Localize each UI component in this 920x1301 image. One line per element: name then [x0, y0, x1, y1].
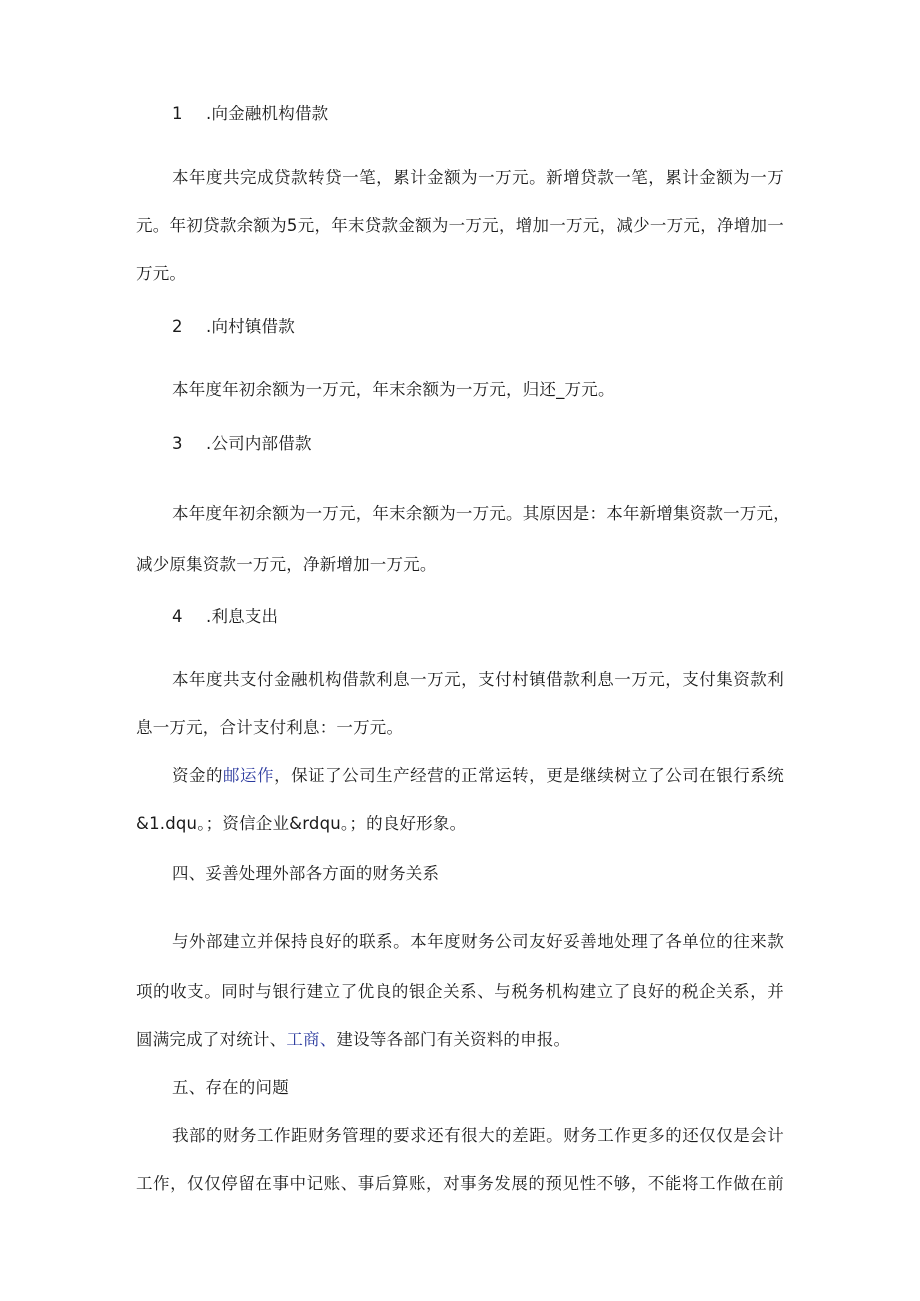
section-1-heading — [172, 103, 784, 125]
youyunzuo-link[interactable]: 邮运作 — [223, 766, 275, 785]
paragraph-4-line-2: 息一万元，合计支付利息：一万元。 — [136, 718, 404, 737]
section-1-title: .向金融机构借款 — [206, 104, 329, 123]
paragraph-6-line-2: 项的收支。同时与银行建立了优良的银企关系、与税务机构建立了良好的税企关系，并 — [136, 982, 784, 1001]
section-3-number: 3 — [172, 434, 183, 453]
heading-4-finance-relations: 四、妥善处理外部各方面的财务关系 — [172, 864, 440, 883]
paragraph-4-line-1: 本年度共支付金融机构借款利息一万元，支付村镇借款利息一万元，支付集资款利 — [172, 670, 784, 689]
paragraph-1-line-3: 万元。 — [136, 264, 187, 283]
gongshang-link[interactable]: 工商、 — [286, 1030, 337, 1049]
paragraph-5-text-a: 资金的 — [172, 766, 224, 785]
paragraph-1-line-2: 元。年初贷款余额为5元，年末贷款金额为一万元，增加一万元，减少一万元，净增加一 — [136, 216, 784, 235]
section-4-number: 4 — [172, 607, 183, 626]
paragraph-7-line-2: 工作，仅仅停留在事中记账、事后算账，对事务发展的预见性不够，不能将工作做在前 — [136, 1174, 784, 1193]
paragraph-7-line-1: 我部的财务工作距财务管理的要求还有很大的差距。财务工作更多的还仅仅是会计 — [172, 1126, 784, 1145]
paragraph-3-line-2: 减少原集资款一万元，净新增加一万元。 — [136, 555, 437, 574]
section-4-title: .利息支出 — [206, 607, 279, 626]
section-2-title: .向村镇借款 — [206, 317, 295, 336]
paragraph-5-line-1 — [172, 765, 784, 787]
paragraph-5-text-b: ，保证了公司生产经营的正常运转，更是继续树立了公司在银行系统 — [274, 766, 784, 785]
paragraph-6-text-b: 建设等各部门有关资料的申报。 — [336, 1030, 571, 1049]
section-1-number: 1 — [172, 104, 183, 123]
section-2-number: 2 — [172, 317, 183, 336]
section-4-heading — [172, 606, 784, 628]
paragraph-1-line-1: 本年度共完成贷款转贷一笔，累计金额为一万元。新增贷款一笔，累计金额为一万 — [172, 168, 784, 187]
paragraph-6-line-3 — [136, 1029, 784, 1051]
section-3-heading — [172, 433, 784, 455]
heading-5-problems: 五、存在的问题 — [172, 1078, 289, 1097]
paragraph-6-text-a: 圆满完成了对统计、 — [136, 1030, 287, 1049]
paragraph-5-line-2: &1.dqu。；资信企业&rdqu。；的良好形象。 — [136, 814, 467, 833]
paragraph-3-line-1: 本年度年初余额为一万元，年末余额为一万元。其原因是：本年新增集资款一万元， — [172, 504, 790, 523]
paragraph-2-line-1: 本年度年初余额为一万元，年末余额为一万元，归还_万元。 — [172, 380, 615, 399]
paragraph-6-line-1: 与外部建立并保持良好的联系。本年度财务公司友好妥善地处理了各单位的往来款 — [172, 932, 784, 951]
section-2-heading — [172, 316, 784, 338]
section-3-title: .公司内部借款 — [206, 434, 312, 453]
